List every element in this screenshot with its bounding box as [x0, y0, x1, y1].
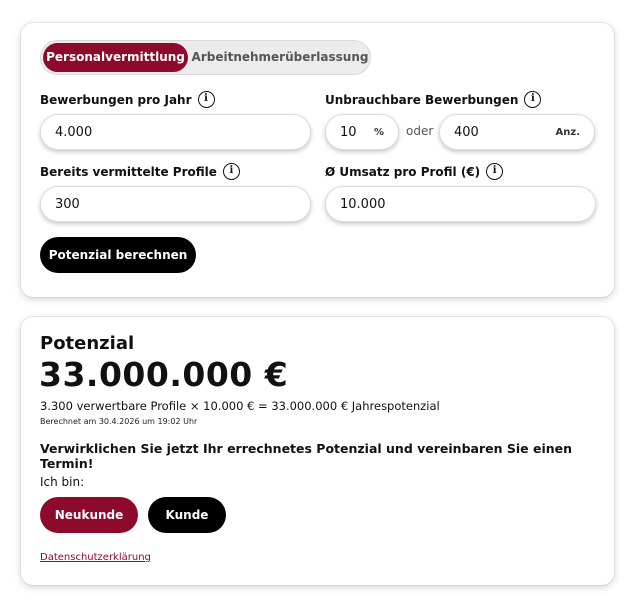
- mode-tabs: [40, 40, 371, 75]
- calculator-card: [21, 23, 614, 297]
- tab-personalvermittlung[interactable]: Personalvermittlung: [43, 43, 188, 72]
- bewerbungen-label-text: Bewerbungen pro Jahr: [40, 92, 192, 107]
- umsatz-label-text: Ø Umsatz pro Profil (€): [325, 164, 481, 179]
- unbrauchbar-count-input[interactable]: [439, 114, 595, 150]
- vermittelt-label-text: Bereits vermittelte Profile: [40, 164, 217, 179]
- percent-unit: %: [373, 126, 384, 138]
- ich-bin-label: Ich bin:: [40, 475, 85, 489]
- umsatz-value: 10.000: [340, 196, 386, 212]
- neukunde-button[interactable]: Neukunde: [40, 497, 138, 533]
- unbrauchbar-percent-value: 10: [340, 124, 357, 140]
- calculation-timestamp: Berechnet am 30.4.2026 um 19:02 Uhr: [40, 417, 198, 426]
- potenzial-berechnen-button[interactable]: Potenzial berechnen: [40, 237, 196, 273]
- info-icon[interactable]: i: [198, 91, 215, 108]
- unbrauchbar-label-text: Unbrauchbare Bewerbungen: [325, 92, 519, 107]
- bewerbungen-value: 4.000: [55, 124, 93, 140]
- vermittelt-label: [40, 163, 240, 180]
- tab-arbeitnehmerueberlassung[interactable]: Arbeitnehmerüberlassung: [191, 50, 369, 64]
- vermittelt-value: 300: [55, 196, 80, 212]
- count-unit: Anz.: [555, 126, 580, 138]
- umsatz-input[interactable]: [325, 186, 596, 222]
- cta-text: Verwirklichen Sie jetzt Ihr errechnetes Potenzial und vereinbaren Sie einen Termin!: [40, 441, 573, 471]
- info-icon[interactable]: i: [486, 163, 503, 180]
- bewerbungen-input[interactable]: [40, 114, 311, 150]
- oder-separator: oder: [406, 124, 434, 138]
- info-icon[interactable]: i: [223, 163, 240, 180]
- calculation-text: 3.300 verwertbare Profile × 10.000 € = 33.000.000 € Jahrespotenzial: [40, 399, 440, 413]
- info-icon[interactable]: i: [524, 91, 541, 108]
- vermittelt-input[interactable]: [40, 186, 311, 222]
- privacy-link[interactable]: Datenschutzerklärung: [40, 552, 151, 563]
- unbrauchbar-percent-input[interactable]: [325, 114, 399, 150]
- unbrauchbar-label: [325, 91, 541, 108]
- result-amount: 33.000.000 €: [39, 355, 289, 394]
- result-card: [21, 317, 614, 585]
- umsatz-label: [325, 163, 503, 180]
- result-title: Potenzial: [40, 333, 135, 354]
- bewerbungen-label: [40, 91, 215, 108]
- kunde-button[interactable]: Kunde: [148, 497, 226, 533]
- unbrauchbar-count-value: 400: [454, 124, 479, 140]
